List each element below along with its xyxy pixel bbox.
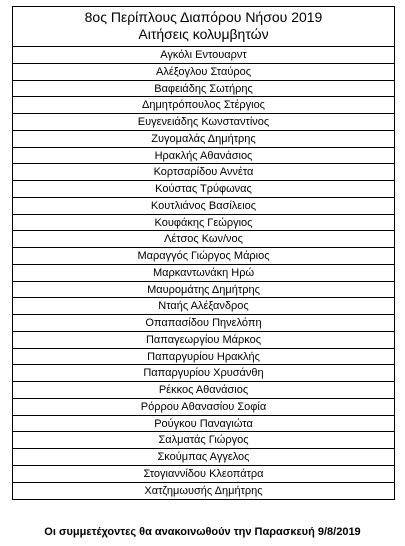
table-row: Παπαργυρίου Χρυσάνθη bbox=[13, 365, 394, 382]
table-row: Μαραγγός Γιώργος Μάριος bbox=[13, 248, 394, 265]
table-row: Νταής Αλέξανδρος bbox=[13, 298, 394, 315]
table-row: Αγκόλι Εντουαρντ bbox=[13, 47, 394, 64]
table-row: Κουφάκης Γεώργιος bbox=[13, 215, 394, 232]
swimmer-list bbox=[13, 47, 394, 499]
table-row: Κουτλιάνος Βασίλειος bbox=[13, 198, 394, 215]
page-title: 8ος Περίπλους Διαπόρου Νήσου 2019 bbox=[84, 9, 323, 25]
announcement-note: Οι συμμετέχοντες θα ανακοινωθούν την Παρασκευή 9/8/2019 bbox=[44, 526, 361, 538]
table-row: Μαυρομάτης Δημήτρης bbox=[13, 282, 394, 299]
swimmers-table bbox=[12, 6, 395, 500]
table-row: Κορτσαρίδου Αννέτα bbox=[13, 164, 394, 181]
table-row: Ρόρρου Αθανασίου Σοφία bbox=[13, 399, 394, 416]
table-row: Ζυγομαλάς Δημήτρης bbox=[13, 131, 394, 148]
table-row: Στογιαννίδου Κλεοπάτρα bbox=[13, 466, 394, 483]
table-row: Σκούμπας Αγγελος bbox=[13, 449, 394, 466]
table-row: Σαλματάς Γιώργος bbox=[13, 432, 394, 449]
table-row: Λέτσος Κων/νος bbox=[13, 231, 394, 248]
table-row: Δημητρόπουλος Στέργιος bbox=[13, 97, 394, 114]
table-row: Μαρκαντωνάκη Ηρώ bbox=[13, 265, 394, 282]
table-row: Ρέκκος Αθανάσιος bbox=[13, 382, 394, 399]
table-header bbox=[13, 7, 394, 47]
table-row: Αλέξογλου Σταύρος bbox=[13, 64, 394, 81]
table-row: Ευγενειάδης Κωνσταντίνος bbox=[13, 114, 394, 131]
page-subtitle: Αιτήσεις κολυμβητών bbox=[138, 26, 269, 42]
table-row: Βαφειάδης Σωτήρης bbox=[13, 81, 394, 98]
table-row: Ρούγκου Παναγιώτα bbox=[13, 416, 394, 433]
table-row: Παπαγεωργίου Μάρκος bbox=[13, 332, 394, 349]
table-row: Κούστας Τρύφωνας bbox=[13, 181, 394, 198]
table-row: Χατζημωυσής Δημήτρης bbox=[144, 484, 263, 497]
table-row: Ηρακλής Αθανάσιος bbox=[13, 148, 394, 165]
table-row: Οπαπασίδου Πηνελόπη bbox=[13, 315, 394, 332]
table-row: Παπαργυρίου Ηρακλής bbox=[13, 349, 394, 366]
